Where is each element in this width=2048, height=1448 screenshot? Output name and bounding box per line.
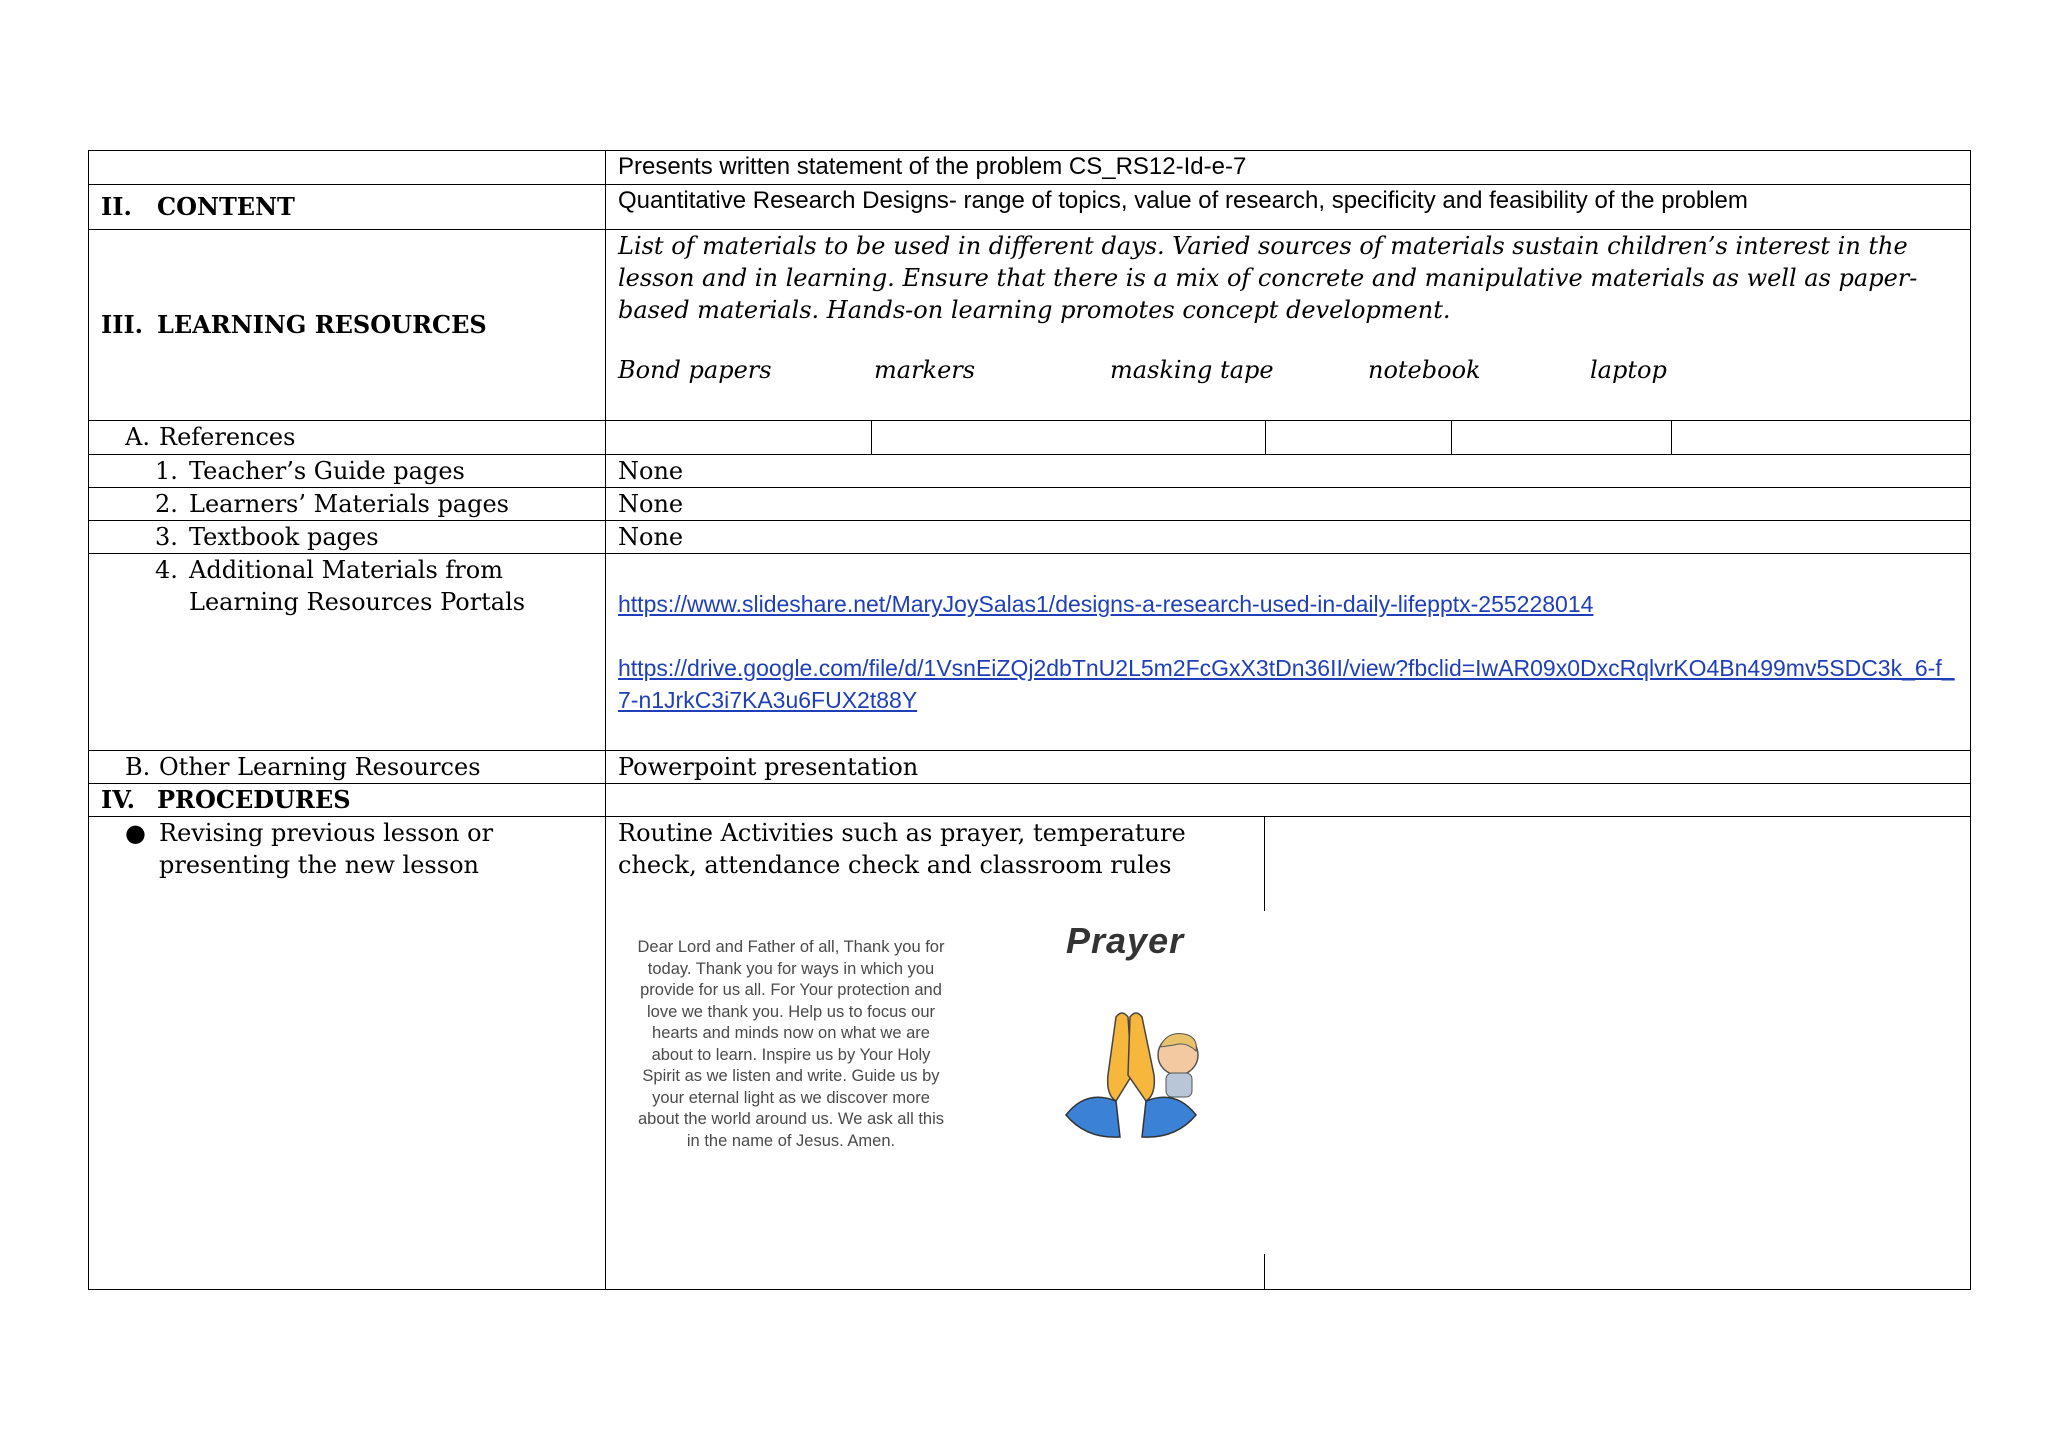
textbook-row xyxy=(89,521,1971,554)
material-item: markers xyxy=(874,356,976,384)
teachers-guide-label-cell xyxy=(89,455,606,488)
column-divider xyxy=(1451,421,1452,454)
item-number: 2. xyxy=(155,490,178,518)
column-divider xyxy=(1265,421,1266,454)
learners-materials-label: Learners’ Materials pages xyxy=(189,490,509,518)
teachers-guide-value: None xyxy=(606,455,1971,488)
revising-lesson-value-cell xyxy=(606,817,1971,1290)
learning-resources-heading: LEARNING RESOURCES xyxy=(157,310,487,339)
other-resources-label: Other Learning Resources xyxy=(159,753,481,781)
learners-materials-value: None xyxy=(606,488,1971,521)
additional-materials-row xyxy=(89,554,1971,751)
column-divider xyxy=(1264,817,1265,911)
material-item: notebook xyxy=(1368,356,1481,384)
references-grid xyxy=(606,421,1970,454)
other-resources-label-cell xyxy=(89,751,606,784)
procedures-row xyxy=(89,784,1971,817)
textbook-label: Textbook pages xyxy=(189,523,379,551)
content-heading: CONTENT xyxy=(157,192,295,221)
prayer-text: Dear Lord and Father of all, Thank you for today. Thank you for ways in which you provide for us all. For Your protection and love we thank you. Help us to focus our hearts and minds now on what we are about to learn. Inspire us by Your Holy Spirit as we listen and write. Guide us by your eternal light as we discover more about the world around us. We ask all this in the name of Jesus. Amen. xyxy=(637,938,945,1150)
section-number: III. xyxy=(101,310,144,339)
other-resources-value: Powerpoint presentation xyxy=(606,751,1971,784)
other-resources-letter: B. xyxy=(125,753,151,781)
competency-row xyxy=(89,151,1971,185)
revising-content xyxy=(606,817,1970,1289)
bullet-icon: ● xyxy=(125,819,146,847)
learners-materials-label-cell xyxy=(89,488,606,521)
revising-label-line1: Revising previous lesson or xyxy=(159,819,494,847)
slideshare-link[interactable]: https://www.slideshare.net/MaryJoySalas1/designs-a-research-used-in-daily-lifepptx-255228014 xyxy=(618,591,1594,617)
column-divider xyxy=(871,421,872,454)
content-label-cell xyxy=(89,185,606,230)
competency-label-cell xyxy=(89,151,606,185)
revising-lesson-row xyxy=(89,817,1971,1290)
references-label-cell xyxy=(89,421,606,455)
material-item: masking tape xyxy=(1110,356,1274,384)
routine-activities-text: Routine Activities such as prayer, temperature check, attendance check and classroom rules xyxy=(618,819,1186,879)
prayer-title: Prayer xyxy=(1066,920,1185,961)
references-label: References xyxy=(159,423,296,451)
praying-hands-icon xyxy=(1056,1005,1216,1155)
learning-resources-row xyxy=(89,230,1971,421)
additional-materials-label-line2: Learning Resources Portals xyxy=(189,588,526,616)
learning-resources-cell xyxy=(606,230,1971,421)
teachers-guide-label: Teacher’s Guide pages xyxy=(189,457,465,485)
material-item: laptop xyxy=(1590,356,1667,384)
section-number: II. xyxy=(101,192,132,221)
item-number: 1. xyxy=(155,457,178,485)
references-row xyxy=(89,421,1971,455)
item-number: 4. xyxy=(155,556,178,584)
content-row xyxy=(89,185,1971,230)
learning-resources-note: List of materials to be used in different days. Varied sources of materials sustain children’s interest in the lesson and in learning. Ensure that there is a mix of concrete and manipulative materials as well as paper-based materials. Hands-on learning promotes concept development. xyxy=(618,232,1918,324)
competency-text: Presents written statement of the problem CS_RS12-Id-e-7 xyxy=(606,151,1971,185)
textbook-label-cell xyxy=(89,521,606,554)
material-item: Bond papers xyxy=(618,356,772,384)
additional-materials-label-line1: Additional Materials from xyxy=(189,556,503,584)
revising-label-line2: presenting the new lesson xyxy=(159,851,479,879)
references-value-cell xyxy=(606,421,1971,455)
procedures-heading: PROCEDURES xyxy=(157,785,351,814)
google-drive-link[interactable]: https://drive.google.com/file/d/1VsnEiZQj2dbTnU2L5m2FcGxX3tDn36II/view?fbclid=IwAR09x0DxcRqlvrKO4Bn499mv5SDC3k_6-f_7-n1JrkC3i7KA3u6FUX2t88Y xyxy=(618,655,1955,713)
content-text: Quantitative Research Designs- range of topics, value of research, specificity and feasibility of the problem xyxy=(606,185,1971,230)
procedures-value-cell xyxy=(606,784,1971,817)
procedures-label-cell xyxy=(89,784,606,817)
other-resources-row xyxy=(89,751,1971,784)
column-divider xyxy=(1264,1254,1265,1289)
additional-materials-label-cell xyxy=(89,554,606,751)
additional-materials-links-cell xyxy=(606,554,1971,751)
item-number: 3. xyxy=(155,523,178,551)
references-letter: A. xyxy=(125,423,150,451)
column-divider xyxy=(1671,421,1672,454)
learning-resources-label-cell xyxy=(89,230,606,421)
teachers-guide-row xyxy=(89,455,1971,488)
section-number: IV. xyxy=(101,785,136,814)
revising-lesson-label-cell xyxy=(89,817,606,1290)
prayer-slide-image xyxy=(626,917,1226,1247)
textbook-value: None xyxy=(606,521,1971,554)
learners-materials-row xyxy=(89,488,1971,521)
lesson-plan-table xyxy=(88,150,1971,1290)
materials-list xyxy=(618,354,1958,388)
